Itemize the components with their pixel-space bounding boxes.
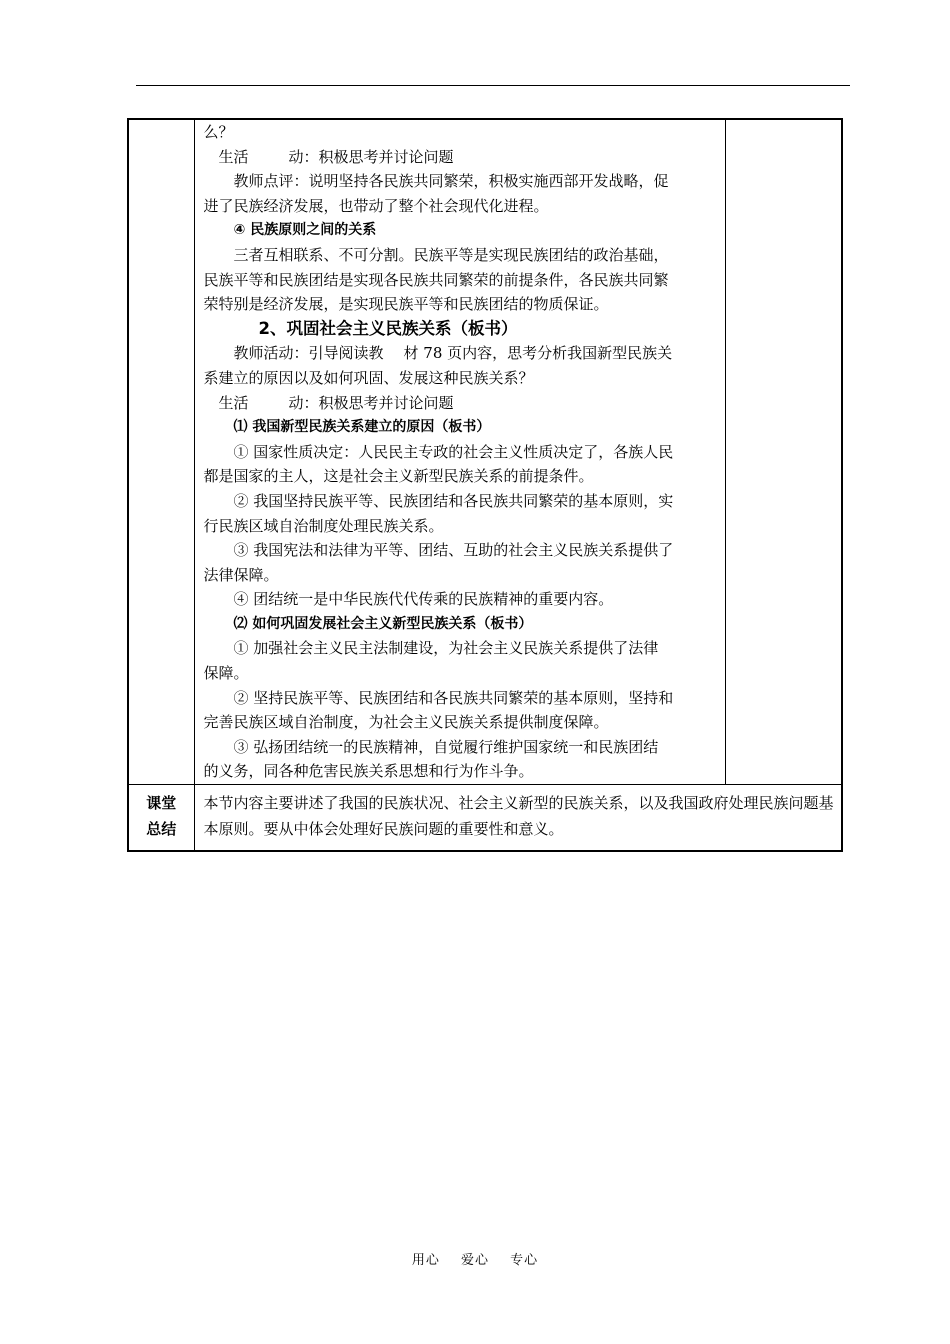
activity-label: 生活 <box>218 393 249 412</box>
section-heading: 2、巩固社会主义民族关系（板书） <box>258 318 518 338</box>
text-line: ④ 团结统一是中华民族代代传乘的民族精神的重要内容。 <box>233 590 614 609</box>
text-line: 的义务，同各种危害民族关系思想和行为作斗争。 <box>203 762 534 781</box>
footer-item: 用心 <box>411 1253 440 1268</box>
lesson-content-cell <box>194 119 725 785</box>
text-line: 法律保障。 <box>203 565 279 584</box>
activity-label: 教师活动：引导阅读教 <box>233 344 384 363</box>
text-line: ② 坚持民族平等、民族团结和各民族共同繁荣的基本原则，坚持和 <box>233 688 674 707</box>
lesson-lines <box>204 120 719 784</box>
activity-label: 生活 <box>218 147 249 166</box>
activity-text: 动：积极思考并讨论问题 <box>288 147 454 166</box>
text-line: ③ 我国宪法和法律为平等、团结、互助的社会主义民族关系提供了 <box>233 541 674 560</box>
text-line: ① 加强社会主义民主法制建设，为社会主义民族关系提供了法律 <box>233 639 659 658</box>
notes-cell <box>725 119 842 785</box>
text-line: 行民族区域自治制度处理民族关系。 <box>203 516 444 535</box>
text-line: 完善民族区域自治制度，为社会主义民族关系提供制度保障。 <box>203 713 609 732</box>
summary-label-line2: 总结 <box>146 820 177 839</box>
lesson-table <box>127 118 843 852</box>
student-activity-line <box>204 145 719 170</box>
activity-text: 动：积极思考并讨论问题 <box>288 393 454 412</box>
student-activity-line <box>204 391 719 416</box>
text-line: 进了民族经济发展，也带动了整个社会现代化进程。 <box>203 196 549 215</box>
footer-motto <box>0 1249 950 1268</box>
text-line: 民族平等和民族团结是实现各民族共同繁荣的前提条件，各民族共同繁 <box>203 270 669 289</box>
subheading: ⑵ 如何巩固发展社会主义新型民族关系（板书） <box>233 615 533 632</box>
text-line: ③ 弘扬团结统一的民族精神，自觉履行维护国家统一和民族团结 <box>233 737 659 756</box>
text-line: ① 国家性质决定：人民民主专政的社会主义性质决定了，各族人民 <box>233 442 674 461</box>
subheading: ④ 民族原则之间的关系 <box>233 222 377 239</box>
summary-row <box>128 785 842 852</box>
activity-text: 材 78 页内容，思考分析我国新型民族关 <box>403 344 673 363</box>
footer-item: 专心 <box>510 1253 539 1268</box>
text-line: 三者互相联系、不可分割。民族平等是实现民族团结的政治基础， <box>233 245 669 264</box>
text-line: 荣特别是经济发展，是实现民族平等和民族团结的物质保证。 <box>203 295 609 314</box>
text-line: 保障。 <box>203 664 249 683</box>
summary-label-line1: 课堂 <box>146 794 177 813</box>
text-line: 么？ <box>203 123 234 141</box>
lesson-row <box>128 119 842 785</box>
text-line: 系建立的原因以及如何巩固、发展这种民族关系？ <box>203 368 534 387</box>
lesson-label-cell <box>128 119 194 785</box>
text-line: 都是国家的主人，这是社会主义新型民族关系的前提条件。 <box>203 467 594 486</box>
summary-text: 本节内容主要讲述了我国的民族状况、社会主义新型的民族关系，以及我国政府处理民族问题基本原则。要从中体会处理好民族问题的重要性和意义。 <box>194 785 842 852</box>
text-line: ② 我国坚持民族平等、民族团结和各民族共同繁荣的基本原则，实 <box>233 491 674 510</box>
summary-label <box>128 785 194 852</box>
text-line: 教师点评：说明坚持各民族共同繁荣，积极实施西部开发战略，促 <box>233 172 669 191</box>
header-rule <box>136 85 850 86</box>
subheading: ⑴ 我国新型民族关系建立的原因（板书） <box>233 419 491 436</box>
teacher-activity-line <box>204 341 719 366</box>
footer-item: 爱心 <box>460 1253 489 1268</box>
